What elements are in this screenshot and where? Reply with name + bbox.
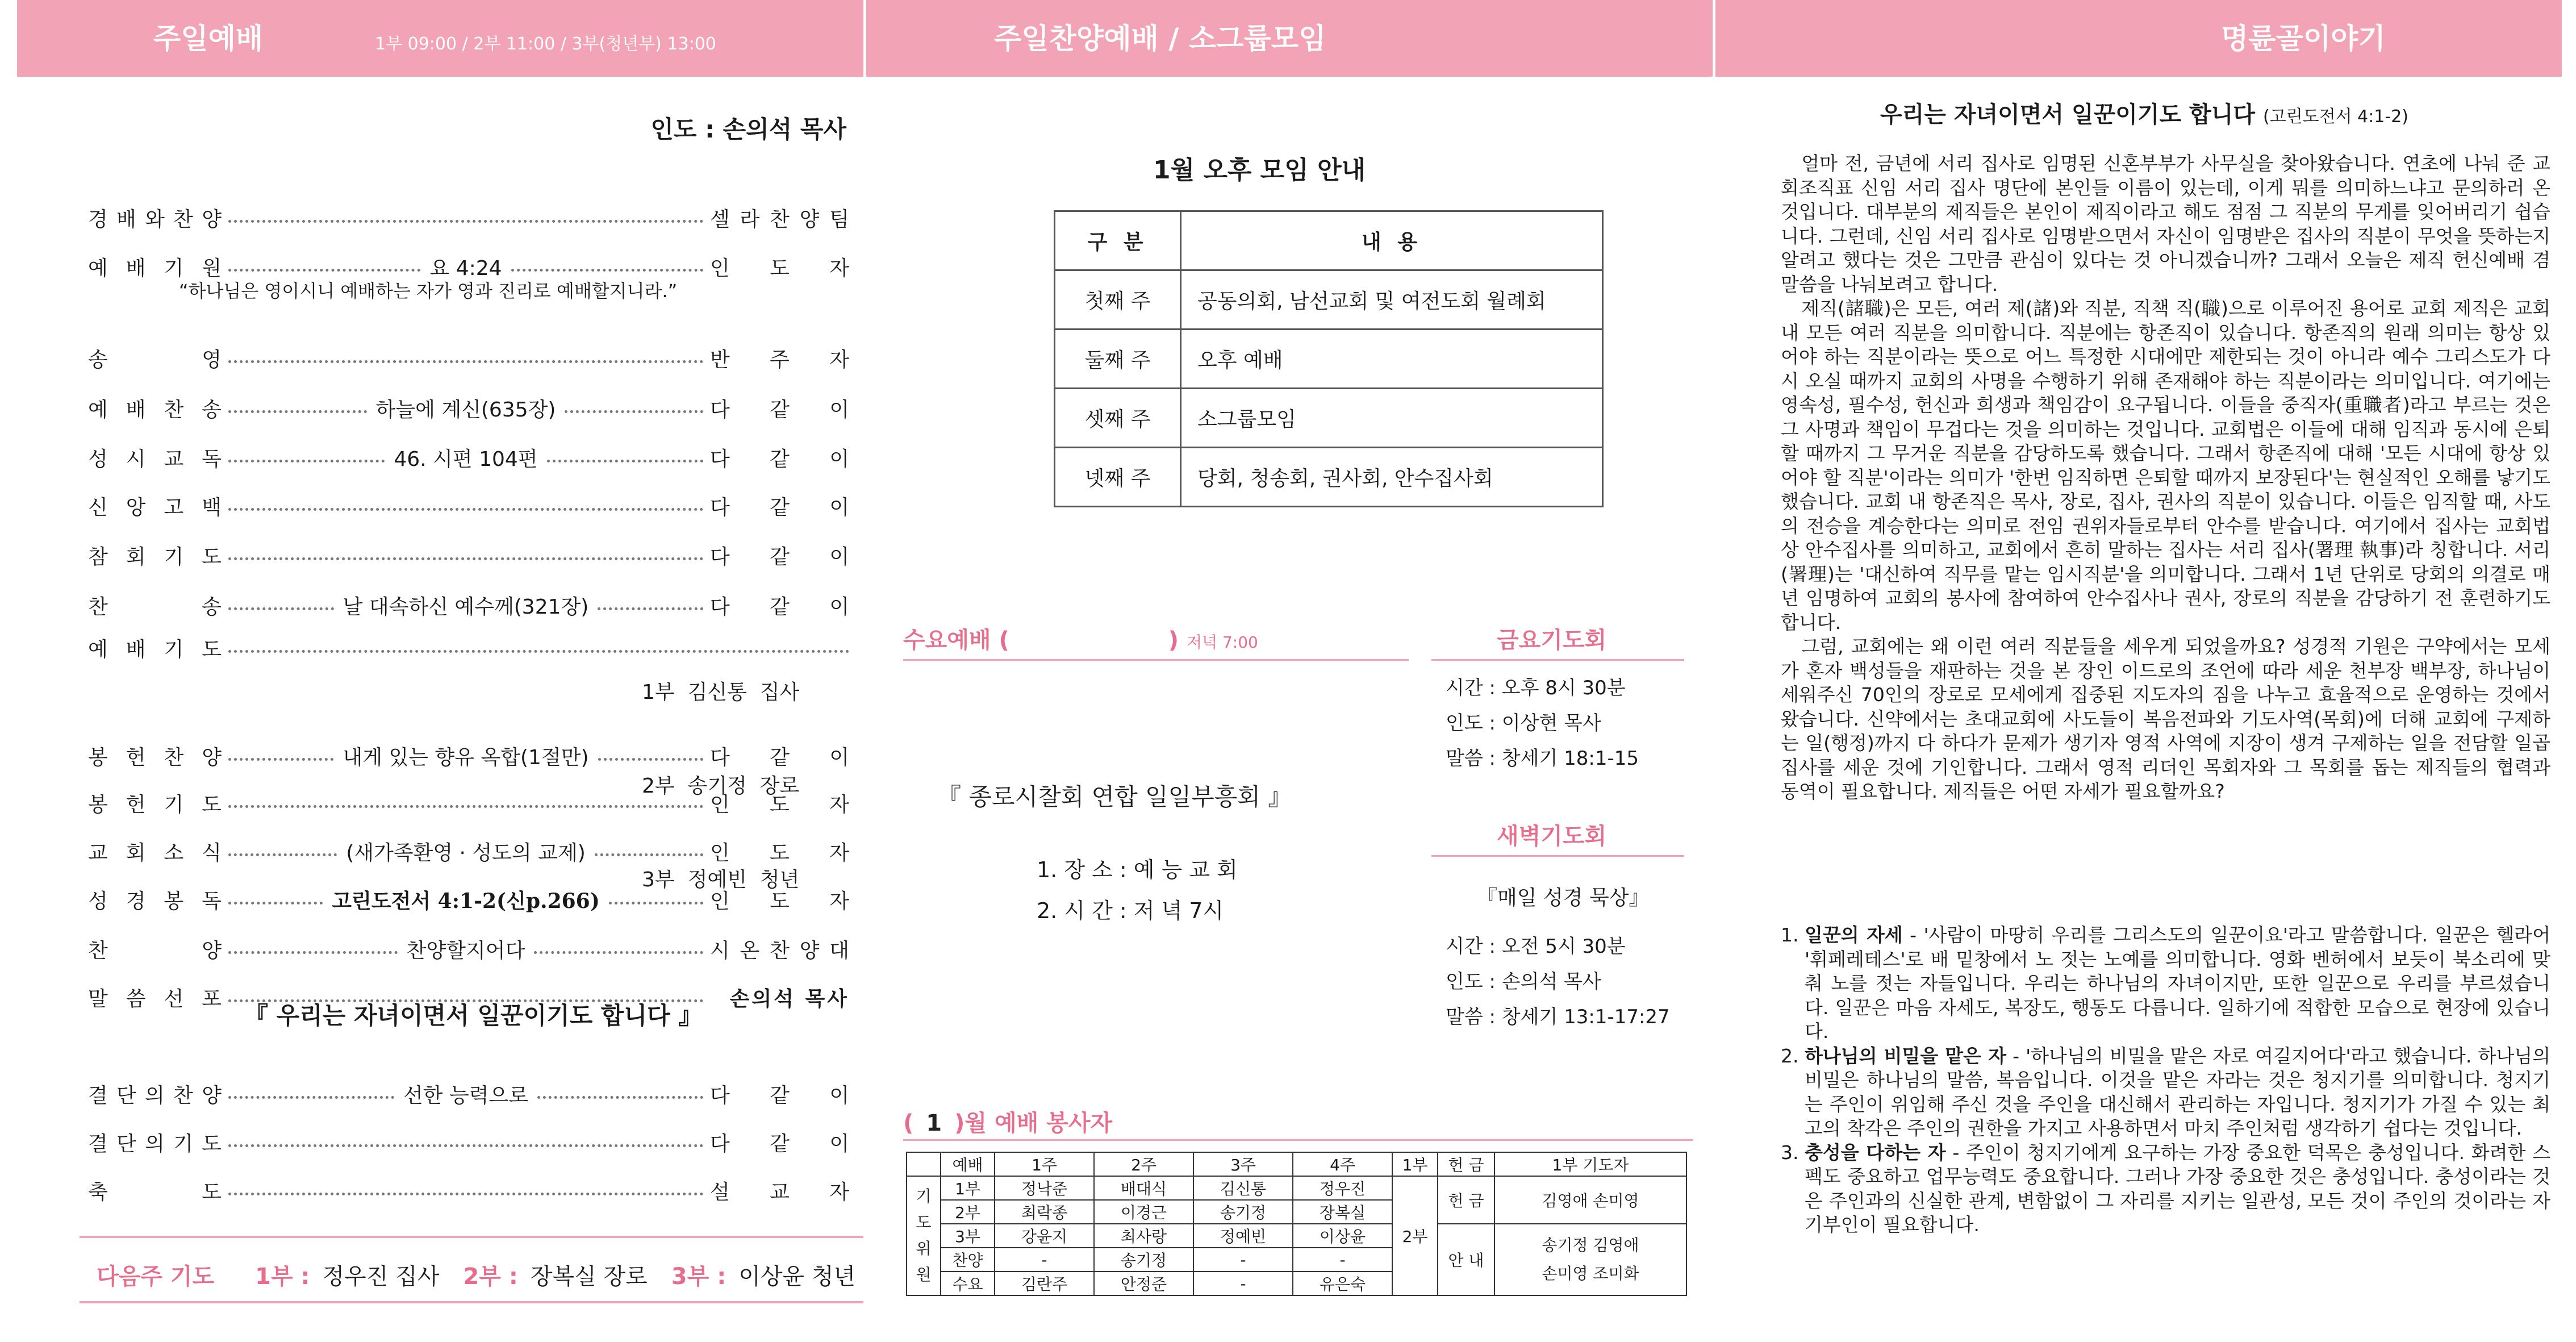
- list-item: [1781, 1141, 2550, 1237]
- order-responsible: 손의석 목사: [729, 987, 849, 1011]
- table-cell: 안정준: [1094, 1272, 1193, 1295]
- dawn-line: 시간 : 오전 5시 30분: [1446, 935, 1626, 958]
- leader-dots: [228, 853, 337, 856]
- prayer-3: 3부 정예빈 청년: [642, 868, 800, 891]
- item-heading: 일꾼의 자세: [1805, 924, 1903, 946]
- table-cell: 공동의회, 남선교회 및 여전도회 월례회: [1181, 270, 1603, 330]
- table-cell: -: [1293, 1248, 1392, 1272]
- order-label: 찬 송: [88, 595, 222, 619]
- table-header: 3주: [1193, 1152, 1293, 1176]
- order-responsible: 인 도 자: [710, 841, 849, 865]
- order-row: [88, 440, 849, 474]
- table-header: 헌 금: [1438, 1152, 1494, 1176]
- order-row: [88, 391, 849, 425]
- header-story: [1715, 0, 2562, 77]
- order-responsible: 시 온 찬 양 대: [710, 939, 849, 962]
- friday-line: 말씀 : 창세기 18:1-15: [1446, 747, 1639, 770]
- servers-table: [906, 1152, 1687, 1296]
- table-cell: 3부: [941, 1224, 995, 1248]
- leader-dots: [228, 269, 420, 272]
- item-number: 3.: [1781, 1141, 1799, 1164]
- divider: [903, 659, 1409, 661]
- table-cell: 이상윤: [1293, 1224, 1392, 1248]
- leader-dots: [511, 269, 703, 272]
- item-text: - '사람이 마땅히 우리를 그리스도의 일꾼이요'라고 말씀합니다. 일꾼은 헬라어 '휘페레테스'로 배 밑창에서 노 젓는 노예를 의미합니다. 영화 벤허에서 보듯이 북소리에 맞춰 노를 젓는 자들입니다. 우리는 하나님의 자녀이지만, 또한 일꾼으로 우리를 부르셨습니다. 일꾼은 마음 자세도, 복장도, 행동도 다릅니다. 일하기에 적합한 모습으로 현장에 있습니다.: [1805, 924, 2550, 1043]
- table-cell: 당회, 청송회, 권사회, 안수집사회: [1181, 448, 1603, 507]
- divider: [1431, 855, 1684, 857]
- servers-month: 1: [926, 1110, 942, 1136]
- order-label: 찬 양: [88, 939, 222, 962]
- leader-dots: [537, 1096, 703, 1099]
- table-cell: 헌 금: [1438, 1176, 1494, 1224]
- wed-title-text: 수요예배 (: [903, 627, 1009, 653]
- table-cell: 1부: [941, 1176, 995, 1200]
- order-label: 예 배 기 원: [88, 256, 222, 280]
- order-responsible: 인 도 자: [710, 889, 850, 913]
- leader-dots: [228, 460, 385, 462]
- order-item: 하늘에 계신(635장): [375, 398, 556, 422]
- table-cell: 정우진: [1293, 1176, 1392, 1200]
- table-cell: 정낙준: [995, 1176, 1094, 1200]
- header-worship: [17, 0, 863, 77]
- table-cell: 유은숙: [1293, 1272, 1392, 1295]
- table-cell: 소그룹모임: [1181, 389, 1603, 448]
- leader-dots: [228, 410, 367, 413]
- table-cell: 최락종: [995, 1200, 1094, 1224]
- order-item: 선한 능력으로: [403, 1083, 529, 1107]
- next-name: 정우진 집사: [322, 1264, 440, 1290]
- table-cell: 배대식: [1094, 1176, 1193, 1200]
- table-cell: 장복실: [1293, 1200, 1392, 1224]
- leader-dots: [598, 607, 703, 610]
- table-cell: 2부: [1392, 1176, 1438, 1295]
- next-name: 이상윤 청년: [738, 1264, 856, 1290]
- divider: [903, 1139, 1693, 1141]
- table-cell: [907, 1152, 941, 1176]
- order-responsible: 다 같 이: [710, 447, 849, 471]
- article-body: [1781, 152, 2550, 804]
- table-header: 1부: [1392, 1152, 1438, 1176]
- friday-line: 시간 : 오후 8시 30분: [1446, 677, 1626, 699]
- leader-dots: [228, 607, 334, 610]
- order-responsible: 인 도 자: [710, 793, 849, 816]
- dawn-line: 말씀 : 창세기 13:1-17:27: [1446, 1006, 1670, 1028]
- leader-dots: [228, 557, 703, 560]
- table-cell: 송기정: [1094, 1248, 1193, 1272]
- wed-time: 저녁 7:00: [1187, 633, 1258, 652]
- leader-dots: [228, 1193, 703, 1195]
- article-title-text: 우리는 자녀이면서 일꾼이기도 합니다: [1880, 102, 2256, 128]
- service-times: 1부 09:00 / 2부 11:00 / 3부(청년부) 13:00: [375, 34, 716, 54]
- item-heading: 하나님의 비밀을 맡은 자: [1805, 1044, 2007, 1067]
- order-responsible: 다 같 이: [710, 495, 849, 519]
- leader-dots: [228, 805, 703, 808]
- order-row: [88, 1173, 849, 1207]
- wed-title-close: ): [1168, 627, 1179, 653]
- order-item: 46. 시편 104편: [394, 447, 538, 471]
- item-heading: 충성을 다하는 자: [1805, 1141, 1946, 1164]
- table-cell: -: [1193, 1248, 1293, 1272]
- order-label: 결 단 의 찬 양: [88, 1083, 222, 1107]
- prayer-1: 1부 김신통 집사: [642, 681, 800, 704]
- revival-place: 1. 장 소 : 예 능 교 회: [1037, 857, 1238, 882]
- order-responsible: 반 주 자: [710, 348, 849, 372]
- header-evening: [866, 0, 1713, 77]
- afternoon-table: [1054, 210, 1604, 507]
- table-header: 1부 기도자: [1494, 1152, 1686, 1176]
- next-name: 장복실 장로: [530, 1264, 648, 1290]
- table-cell: -: [1193, 1272, 1293, 1295]
- leader-dots: [228, 360, 703, 363]
- paragraph: 얼마 전, 금년에 서리 집사로 임명된 신혼부부가 사무실을 찾아왔습니다. 연초에 나눠 준 교회조직표 신임 서리 집사 명단에 본인들 이름이 있는데, 이게 뭐를 의미하느냐고 문의하러 온 것입니다. 대부분의 제직들은 본인이 제직이라고 해도 점점 그 직분의 무게를 잊어버리기 쉽습니다. 그런데, 신임 서리 집사로 임명받으면서 자신이 임명받은 집사의 직분이 무엇을 뜻하는지 알려고 했다는 것은 그만큼 관심이 있다는 것 아니겠습니까? 그래서 오늘은 제직 헌신예배 겸 말씀을 나눠보려고 합니다.: [1781, 152, 2550, 295]
- order-label: 결 단 의 기 도: [88, 1132, 222, 1156]
- table-cell: 안 내: [1438, 1224, 1494, 1295]
- list-item: [1781, 923, 2550, 1044]
- leader-dots: [228, 758, 333, 761]
- table-cell: 수요: [941, 1272, 995, 1295]
- divider: [1431, 659, 1684, 661]
- order-row: [88, 489, 849, 523]
- afternoon-title: 1월 오후 모임 안내: [1153, 156, 1366, 185]
- table-cell: 송기정 김영애 손미영 조미화: [1494, 1224, 1686, 1295]
- table-header: 2주: [1094, 1152, 1193, 1176]
- order-row: [88, 201, 849, 235]
- order-label: 경 배 와 찬 양: [88, 207, 222, 231]
- table-cell: 셋째 주: [1055, 389, 1181, 448]
- leader-dots: [228, 508, 703, 511]
- table-cell: 넷째 주: [1055, 448, 1181, 507]
- order-row: [88, 341, 849, 375]
- order-label: 예 배 기 도: [88, 637, 222, 661]
- order-responsible: 다 같 이: [710, 1083, 850, 1107]
- order-responsible: 다 같 이: [710, 1132, 849, 1156]
- friday-title: 금요기도회: [1497, 627, 1607, 653]
- friday-line: 인도 : 이상현 목사: [1446, 712, 1601, 735]
- afternoon-panel: [866, 77, 1713, 1342]
- table-header: 예배: [941, 1152, 995, 1176]
- leader-dots: [565, 410, 703, 413]
- prayer-2: 2부 송기정 장로: [642, 774, 800, 798]
- leader-dots: [228, 220, 703, 223]
- item-text: - '하나님의 비밀을 맡은 자로 여길지어다'라고 했습니다. 하나님의 비밀은 하나님의 말씀, 복음입니다. 이것을 맡은 자라는 것은 청지기를 의미합니다. 청지기는 주인이 위임해 주신 것을 주인을 대신해서 관리하는 자입니다. 청지기가 가질 수 있는 최고의 착각은 주인의 권한을 가지고 사용하면서 마치 주인처럼 생각하기 쉽다는 것입니다.: [1805, 1044, 2550, 1139]
- revival-time: 2. 시 간 : 저 녁 7시: [1037, 898, 1224, 923]
- order-responsible: 설 교 자: [710, 1180, 849, 1204]
- order-label: 송 영: [88, 348, 222, 372]
- order-item: 고린도전서 4:1-2(신p.266): [332, 889, 600, 913]
- table-cell: 정예빈: [1193, 1224, 1293, 1248]
- order-item: 찬양할지어다: [406, 939, 525, 962]
- table-header: 구 분: [1055, 211, 1181, 270]
- order-label: 예 배 찬 송: [88, 398, 222, 422]
- order-responsible: 다 같 이: [710, 745, 849, 769]
- order-label: 참 회 기 도: [88, 545, 222, 569]
- servers-title: [903, 1105, 1112, 1137]
- order-responsible: 다 같 이: [710, 398, 849, 422]
- dawn-title: 새벽기도회: [1497, 823, 1607, 849]
- table-header: 4주: [1293, 1152, 1392, 1176]
- dawn-line: 인도 : 손의석 목사: [1446, 970, 1601, 993]
- item-number: 2.: [1781, 1044, 1799, 1067]
- table-cell: 김영애 손미영: [1494, 1176, 1686, 1224]
- order-row: [88, 1077, 849, 1111]
- group-cell: 기도 위원: [907, 1176, 941, 1295]
- order-item: 날 대속하신 예수께(321장): [343, 595, 589, 619]
- sermon-title: 『 우리는 자녀이면서 일꾼이기도 합니다 』: [244, 1002, 703, 1030]
- table-cell: 최사랑: [1094, 1224, 1193, 1248]
- article-list: [1781, 923, 2550, 1237]
- next-part: 3부 :: [671, 1264, 727, 1290]
- next-week-prayers: [97, 1258, 855, 1291]
- leader-dots: [547, 460, 703, 462]
- revival-details: [1037, 849, 1238, 931]
- divider: [80, 1236, 863, 1238]
- revival-event: 『 종로시찰회 연합 일일부흥회 』: [937, 783, 1292, 811]
- worship-order-panel: [17, 77, 863, 1342]
- leader-dots: [228, 1096, 394, 1099]
- next-part: 1부 :: [255, 1264, 310, 1290]
- order-label: 교 회 소 식: [88, 841, 222, 865]
- order-responsible: 셀 라 찬 양 팀: [710, 207, 849, 231]
- table-cell: 2부: [941, 1200, 995, 1224]
- dawn-details: [1446, 929, 1670, 1035]
- table-cell: 송기정: [1193, 1200, 1293, 1224]
- servers-title-post: )월 예배 봉사자: [954, 1110, 1113, 1136]
- prayer-list: [642, 614, 799, 958]
- divider: [80, 1301, 863, 1303]
- list-item: [1781, 1044, 2550, 1141]
- table-cell: 첫째 주: [1055, 270, 1181, 330]
- order-label: 말 씀 선 포: [88, 987, 222, 1011]
- order-label: 신 앙 고 백: [88, 495, 222, 519]
- friday-details: [1446, 670, 1639, 776]
- table-cell: -: [995, 1248, 1094, 1272]
- next-label: 다음주 기도: [97, 1264, 215, 1290]
- article-panel: [1715, 77, 2562, 1342]
- order-row: [88, 538, 849, 572]
- table-cell: 둘째 주: [1055, 330, 1181, 389]
- table-cell: 김란주: [995, 1272, 1094, 1295]
- order-responsible: 다 같 이: [710, 595, 849, 619]
- verse-quote: “하나님은 영이시니 예배하는 자가 영과 진리로 예배할지니라.”: [179, 280, 678, 302]
- table-cell: 김신통: [1193, 1176, 1293, 1200]
- next-part: 2부 :: [463, 1264, 518, 1290]
- order-item: 내게 있는 향유 옥합(1절만): [343, 745, 589, 769]
- order-item: (새가족환영 · 성도의 교제): [346, 841, 586, 865]
- order-item: 요 4:24: [429, 256, 502, 280]
- order-label: 성 경 봉 독: [88, 889, 222, 913]
- table-header: 1주: [995, 1152, 1094, 1176]
- table-header: 내 용: [1181, 211, 1603, 270]
- order-row: [88, 1125, 849, 1159]
- table-cell: 강윤지: [995, 1224, 1094, 1248]
- dawn-subtitle: 『매일 성경 묵상』: [1477, 886, 1650, 910]
- order-responsible: 인 도 자: [710, 256, 849, 280]
- leader: 인도 : 손의석 목사: [650, 115, 846, 143]
- leader-dots: [228, 902, 323, 905]
- wednesday-title: [903, 622, 1258, 655]
- table-cell: 오후 예배: [1181, 330, 1603, 389]
- article-ref: (고린도전서 4:1-2): [2262, 107, 2409, 127]
- leader-dots: [228, 951, 398, 954]
- table-cell: 이경근: [1094, 1200, 1193, 1224]
- order-label: 봉 헌 기 도: [88, 793, 222, 816]
- header-title: 주일예배: [153, 22, 264, 55]
- order-label: 성 시 교 독: [88, 447, 222, 471]
- paragraph: 제직(諸職)은 모든, 여러 제(諸)와 직분, 직책 직(職)으로 이루어진 용어로 교회 제직은 교회 내 모든 여러 직분을 의미합니다. 직분에는 항존직이 있습니다. 항존직의 원래 의미는 항상 있어야 하는 직분이라는 뜻으로 어느 특정한 시대에만 제한되는 것이 아니라 예수 그리스도가 다시 오실 때까지 교회의 사명을 수행하기 위해 존재해야 하는 직분이라는 의미입니다. 여기에는 영속성, 필수성, 헌신과 희생과 책임감이 요구됩니다. 이들을 중직자(重職者)라고 부르는 것은 그 사명과 책임이 무겁다는 것을 의미하는 것입니다. 교회법은 이들에 대해 임직과 동시에 은퇴할 때까지 그 무거운 직분을 감당하도록 했습니다. 그래서 항존직에 대해 '모든 시대에 항상 있어야 할 직분'이라는 의미가 '한번 임직하면 은퇴할 때까지 보장된다'는 현실적인 오해를 낳기도 했습니다. 교회 내 항존직은 목사, 장로, 집사, 권사의 직분이 있습니다. 이들은 임직할 때, 사도의 전승을 계승한다는 의미로 전임 권위자들로부터 안수를 받습니다. 여기에서 집사는 교회법상 안수집사를 의미하고, 교회에서 흔히 말하는 집사는 서리 집사(署理 執事)라 칭합니다. 서리(署理)는 '대신하여 직무를 맡는 임시직분'을 의미합니다. 그래서 1년 단위로 당회의 의결로 매년 임명하여 교회의 봉사에 참여하여 안수집사나 권사, 장로의 직분을 감당하기 전 훈련하기도 합니다.: [1781, 297, 2550, 634]
- header-title: 명륜골이야기: [2221, 22, 2386, 55]
- table-cell: 찬양: [941, 1248, 995, 1272]
- article-title: [1880, 97, 2408, 129]
- order-label: 축 도: [88, 1180, 222, 1204]
- paragraph: 그럼, 교회에는 왜 이런 여러 직분들을 세우게 되었을까요? 성경적 기원은 구약에서는 모세가 혼자 백성들을 재판하는 것을 본 장인 이드로의 조언에 따라 세운 천부장 백부장, 하나님이 세워주신 70인의 장로로 모세에게 집중된 지도자의 짐을 나누고 효율적으로 운영하는 것에서 왔습니다. 신약에서는 초대교회에 사도들이 복음전파와 기도사역(목회)에 더해 교회에 구제하는 일(행정)까지 다 하다가 문제가 생기자 영적 사역에 지장이 생겨 구제하는 일을 전담할 일곱 집사를 세운 것에 기인합니다. 그래서 영적 리더인 목회자와 그 목회를 돕는 제직들의 협력과 동역이 필요합니다. 제직들은 어떤 자세가 필요할까요?: [1781, 635, 2550, 802]
- leader-dots: [228, 1144, 703, 1147]
- order-responsible: 다 같 이: [710, 545, 849, 569]
- order-label: 봉 헌 찬 양: [88, 745, 222, 769]
- item-text: - 주인이 청지기에게 요구하는 가장 중요한 덕목은 충성입니다. 화려한 스펙도 중요하고 업무능력도 중요합니다. 그러나 가장 중요한 것은 충성입니다. 충성이라는 것은 주인과의 신실한 관계, 변함없이 그 자리를 지키는 일관성, 모든 것이 주인의 것이라는 자기부인이 필요합니다.: [1805, 1141, 2551, 1236]
- item-number: 1.: [1781, 924, 1799, 946]
- servers-title-pre: (: [903, 1110, 914, 1136]
- header-title: 주일찬양예배 / 소그룹모임: [994, 22, 1326, 55]
